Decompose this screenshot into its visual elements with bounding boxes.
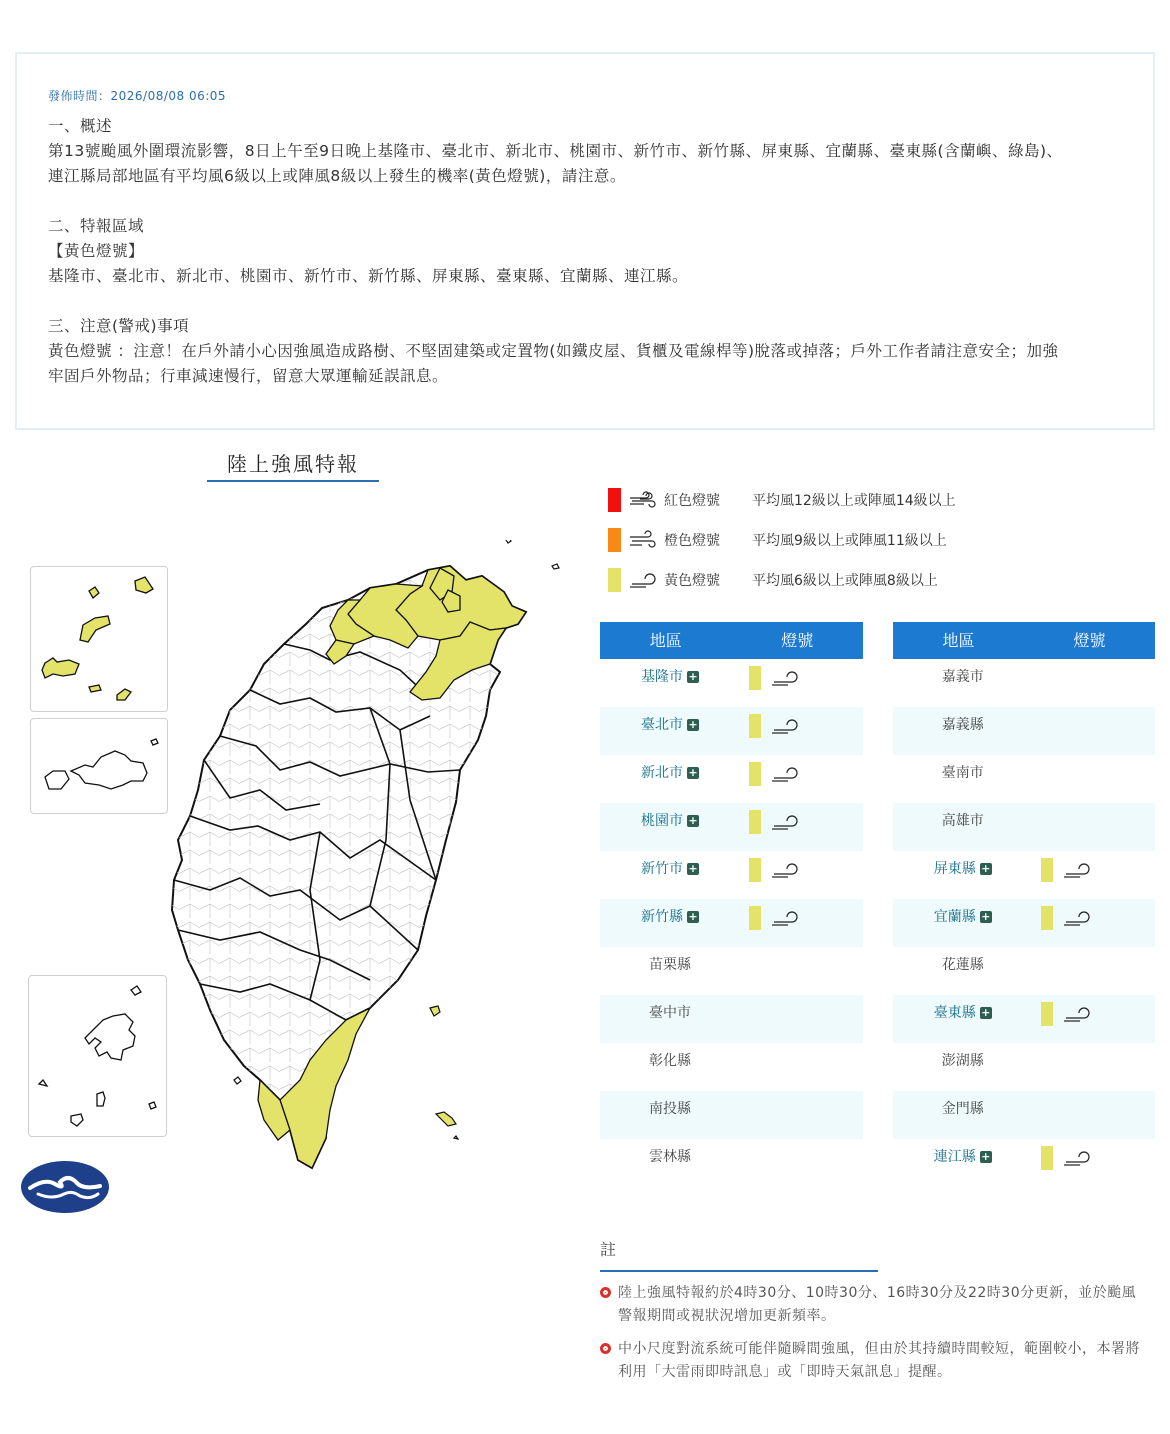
light-wind-icon [1062, 908, 1090, 928]
legend-item [608, 486, 1128, 526]
expand-plus-icon[interactable]: + [981, 862, 991, 875]
signal-cell [1032, 659, 1155, 707]
region-name [893, 803, 1032, 851]
region-name[interactable] [893, 995, 1032, 1043]
region-label: 宜蘭縣 [933, 909, 976, 925]
region-label: 臺南市 [941, 765, 984, 781]
bullet-icon [600, 1287, 611, 1298]
header-signal: 燈號 [1073, 631, 1106, 650]
signal-cell [740, 1043, 863, 1091]
table-row [893, 755, 1155, 803]
signal-cell [1032, 947, 1155, 995]
region-name[interactable] [600, 851, 740, 899]
signal-cell [740, 1139, 863, 1187]
region-name [893, 755, 1032, 803]
signal-cell [740, 899, 863, 947]
map-title: 陸上強風特報 [207, 448, 379, 482]
signal-cell [740, 755, 863, 803]
signal-cell [740, 995, 863, 1043]
region-name [893, 659, 1032, 707]
notice-line: 基隆市、臺北市、新北市、桃園市、新竹市、新竹縣、屏東縣、臺東縣、宜蘭縣、連江縣。 [48, 267, 689, 285]
expand-plus-icon[interactable]: + [688, 910, 698, 923]
notice-blank-line [48, 289, 1133, 314]
light-wind-icon [1062, 1004, 1090, 1024]
light-wind-icon [770, 860, 798, 880]
notice-line: 【黃色燈號】 [48, 242, 145, 260]
region-name[interactable] [600, 803, 740, 851]
notice-line: 連江縣局部地區有平均風6級以上或陣風8級以上發生的機率(黃色燈號)，請注意。 [48, 167, 626, 185]
region-name [600, 947, 740, 995]
table-row [600, 659, 863, 707]
header-area: 地區 [649, 631, 682, 650]
signal-cell [740, 947, 863, 995]
legend-name: 紅色燈號 [664, 493, 720, 509]
table-row [600, 947, 863, 995]
region-label: 嘉義市 [941, 669, 984, 685]
notice-line: 二、特報區域 [48, 217, 145, 235]
note-item [600, 1338, 1150, 1384]
region-name[interactable] [600, 659, 740, 707]
yellow-signal-swatch [1041, 1146, 1053, 1170]
region-name[interactable] [600, 755, 740, 803]
signal-cell [740, 1091, 863, 1139]
notes-title: 註 [600, 1237, 878, 1272]
signal-cell [1032, 1139, 1155, 1187]
region-name[interactable] [600, 899, 740, 947]
publish-time: 發佈時間：2026/08/08 06:05 [48, 89, 227, 103]
table-row [600, 899, 863, 947]
table-row [600, 803, 863, 851]
legend-swatch [608, 528, 621, 552]
table-row [893, 995, 1155, 1043]
legend-swatch [608, 568, 621, 592]
region-table-left [600, 622, 863, 1187]
region-label: 南投縣 [649, 1101, 691, 1117]
table-row [893, 851, 1155, 899]
note-text: 陸上強風特報約於4時30分、10時30分、16時30分及22時30分更新，並於颱風警報期間或視狀況增加更新頻率。 [618, 1285, 1137, 1324]
table-row [893, 1043, 1155, 1091]
region-label: 高雄市 [941, 813, 984, 829]
yellow-signal-swatch [749, 666, 761, 690]
taiwan-wind-map [0, 480, 590, 1240]
table-row [600, 707, 863, 755]
expand-plus-icon[interactable]: + [981, 910, 991, 923]
signal-cell [740, 707, 863, 755]
yellow-signal-swatch [1041, 1002, 1053, 1026]
region-label: 雲林縣 [649, 1149, 691, 1165]
table-row [893, 1091, 1155, 1139]
legend-item [608, 526, 1128, 566]
expand-plus-icon[interactable]: + [688, 670, 698, 683]
yellow-signal-swatch [749, 762, 761, 786]
matsu-islands [31, 567, 169, 713]
signal-cell [1032, 755, 1155, 803]
region-name[interactable] [893, 851, 1032, 899]
table-header [893, 622, 1155, 659]
region-name [600, 1091, 740, 1139]
notice-line: 黃色燈號 ：注意！在戶外請小心因強風造成路樹、不堅固建築或定置物(如鐵皮屋、貨櫃及電線桿等)脫落或掉落；戶外工作者請注意安全；加強 [48, 342, 1059, 360]
region-label: 新北市 [641, 765, 683, 781]
table-row [600, 1091, 863, 1139]
table-row [893, 803, 1155, 851]
table-row [893, 1139, 1155, 1187]
light-wind-icon [770, 812, 798, 832]
yellow-signal-swatch [749, 858, 761, 882]
signal-cell [740, 851, 863, 899]
legend-swatch [608, 488, 621, 512]
table-row [893, 899, 1155, 947]
signal-cell [1032, 1091, 1155, 1139]
region-name [600, 995, 740, 1043]
notice-line: 三、注意(警戒)事項 [48, 317, 190, 335]
notice-body [48, 114, 1133, 389]
region-table-right [893, 622, 1155, 1187]
region-name[interactable] [893, 899, 1032, 947]
taiwan-main-island [160, 540, 580, 1180]
penghu-inset [28, 975, 167, 1137]
cwa-logo [20, 1160, 110, 1214]
region-name[interactable] [893, 1139, 1032, 1187]
legend-desc: 平均風6級以上或陣風8級以上 [752, 573, 938, 589]
notes-list [600, 1282, 1150, 1394]
table-row [600, 755, 863, 803]
expand-plus-icon[interactable]: + [688, 862, 698, 875]
legend-desc: 平均風12級以上或陣風14級以上 [752, 493, 956, 509]
yellow-signal-swatch [1041, 906, 1053, 930]
medium-wind-icon [628, 530, 658, 550]
region-label: 金門縣 [941, 1101, 984, 1117]
yellow-signal-swatch [1041, 858, 1053, 882]
table-row [600, 1139, 863, 1187]
expand-plus-icon[interactable]: + [688, 814, 698, 827]
table-row [600, 851, 863, 899]
notice-panel [15, 52, 1155, 430]
region-label: 臺北市 [641, 717, 683, 733]
region-name [893, 1043, 1032, 1091]
notice-line: 一、概述 [48, 117, 113, 135]
signal-cell [1032, 851, 1155, 899]
light-wind-icon [770, 764, 798, 784]
region-label: 嘉義縣 [941, 717, 984, 733]
kinmen-inset [30, 718, 168, 814]
light-wind-icon [770, 668, 798, 688]
region-name [893, 947, 1032, 995]
note-item [600, 1282, 1150, 1328]
expand-plus-icon[interactable]: + [688, 718, 698, 731]
header-area: 地區 [942, 631, 975, 650]
notice-line: 第13號颱風外圍環流影響，8日上午至9日晚上基隆市、臺北市、新北市、桃園市、新竹市、新竹縣、屏東縣、宜蘭縣、臺東縣(含蘭嶼、綠島)、 [48, 142, 1063, 160]
region-label: 澎湖縣 [941, 1053, 984, 1069]
light-wind-icon [1062, 860, 1090, 880]
table-row [893, 707, 1155, 755]
penghu-islands [29, 976, 168, 1138]
region-label: 臺中市 [649, 1005, 691, 1021]
light-wind-icon [770, 716, 798, 736]
signal-cell [1032, 1043, 1155, 1091]
table-header [600, 622, 863, 659]
yellow-signal-swatch [749, 810, 761, 834]
signal-cell [1032, 803, 1155, 851]
header-signal: 燈號 [781, 631, 814, 650]
yellow-signal-swatch [749, 714, 761, 738]
light-wind-icon [628, 570, 658, 590]
expand-plus-icon[interactable]: + [688, 766, 698, 779]
region-name [600, 1043, 740, 1091]
matsu-inset [30, 566, 168, 712]
region-label: 桃園市 [641, 813, 683, 829]
legend-desc: 平均風9級以上或陣風11級以上 [752, 533, 947, 549]
signal-legend [608, 486, 1128, 606]
table-row [893, 659, 1155, 707]
bullet-icon [600, 1343, 611, 1354]
notice-line: 牢固戶外物品；行車減速慢行，留意大眾運輸延誤訊息。 [48, 367, 449, 385]
region-label: 新竹縣 [641, 909, 683, 925]
legend-item [608, 566, 1128, 606]
light-wind-icon [770, 908, 798, 928]
yellow-signal-swatch [749, 906, 761, 930]
signal-cell [1032, 899, 1155, 947]
light-wind-icon [1062, 1148, 1090, 1168]
region-label: 新竹市 [641, 861, 683, 877]
region-name [600, 1139, 740, 1187]
region-label: 花蓮縣 [941, 957, 984, 973]
notice-blank-line [48, 189, 1133, 214]
region-label: 連江縣 [933, 1149, 976, 1165]
note-text: 中小尺度對流系統可能伴隨瞬間強風，但由於其持續時間較短，範圍較小，本署將利用「大雷雨即時訊息」或「即時天氣訊息」提醒。 [618, 1341, 1140, 1380]
signal-cell [740, 803, 863, 851]
table-row [600, 995, 863, 1043]
region-label: 彰化縣 [649, 1053, 691, 1069]
region-name[interactable] [600, 707, 740, 755]
table-row [893, 947, 1155, 995]
signal-cell [740, 659, 863, 707]
region-name [893, 707, 1032, 755]
signal-cell [1032, 995, 1155, 1043]
kinmen-islands [31, 719, 169, 815]
legend-name: 黃色燈號 [664, 573, 720, 589]
region-label: 屏東縣 [933, 861, 976, 877]
table-row [600, 1043, 863, 1091]
region-name [893, 1091, 1032, 1139]
expand-plus-icon[interactable]: + [981, 1150, 991, 1163]
strong-wind-icon [628, 490, 658, 510]
region-label: 基隆市 [641, 669, 683, 685]
region-label: 苗栗縣 [649, 957, 691, 973]
region-label: 臺東縣 [933, 1005, 976, 1021]
signal-cell [1032, 707, 1155, 755]
legend-name: 橙色燈號 [664, 533, 720, 549]
expand-plus-icon[interactable]: + [981, 1006, 991, 1019]
